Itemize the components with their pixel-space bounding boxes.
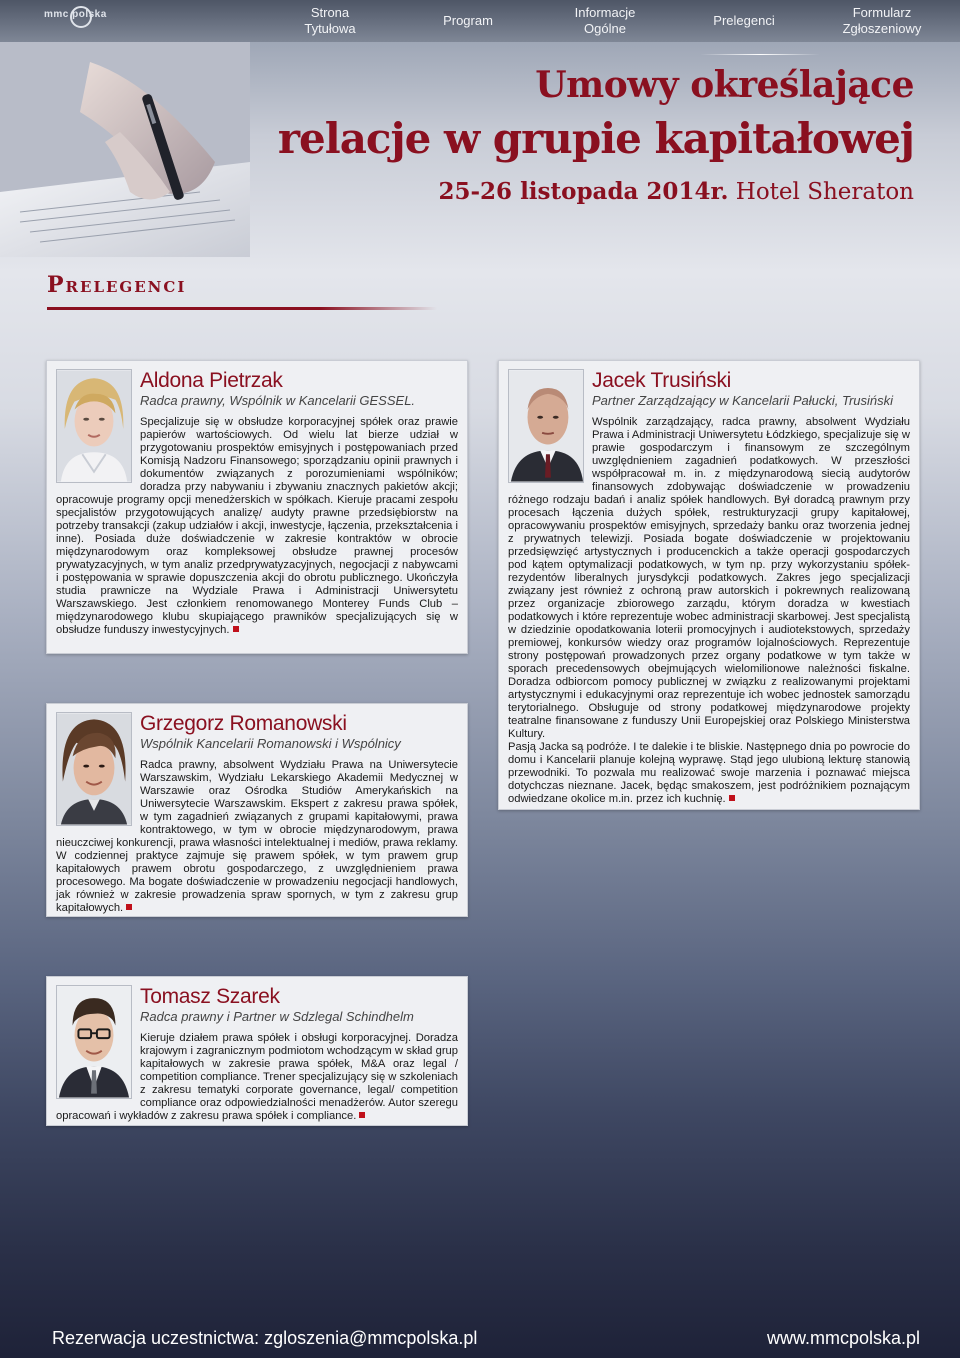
speaker-name: Jacek Trusiński [592,369,732,392]
speaker-photo [56,985,132,1099]
speaker-card-grzegorz-romanowski [46,703,468,917]
speaker-name: Grzegorz Romanowski [140,712,347,735]
speaker-role: Radca prawny, Wspólnik w Kancelarii GESSEL. [140,393,416,408]
section-underline [47,307,437,310]
logo-ring-icon [70,6,92,28]
speaker-role: Partner Zarządzający w Kancelarii Pałucki, Trusiński [592,393,894,408]
page-footer [0,1306,960,1358]
end-marker-icon [359,1112,365,1118]
logo-text: mmc polska [44,9,107,20]
nav-program[interactable]: Program [443,13,493,28]
speaker-bio-text: Kieruje działem prawa spółek i obsługi korporacyjnej. Doradza krajowym i zagranicznym podmiotom wchodzącym w skład grup kapitałowych w zakresie prawa spółek, M&A oraz legal / competition compliance. Trener specjalizujący się w szkoleniach z zakresu tematyki corporate governance, legal/ competition compliance oraz odpowiedzialności menadżerów. Autor szeregu opracowań i wykładów z zakresu prawa spółek i compliance. [56,1032,458,1122]
speaker-bio-text: Radca prawny, absolwent Wydziału Prawa na Uniwersytecie Warszawskim, Wydziału Lekarskiego Akademii Medycznej w Warszawie oraz Ośrodka Studiów Amerykańskich na Uniwersytecie Warszawskim. Ekspert z zakresu prawa spółek, w tym zagadnień związanych z grupami kapitałowymi, prawa kontraktowego, w tym w obrocie międzynarodowym, prawa nieuczciwej konkurencji, prawa własności intelektualnej i mediów, prawa reklamy. W codziennej praktyce zajmuje się prawem spółek, w tym prawem grup kapitałowych prawem obrotu gospodarczego, z uwzględnieniem prawa procesowego. Ma bogate doświadczenie w prowadzeniu negocjacji handlowych, jak również w zakresie prowadzenia spraw spornych, w tym z zakresu grup kapitałowych. [56,759,458,914]
nav-strona-tytulowa[interactable]: Strona Tytułowa [304,5,356,36]
speaker-name: Aldona Pietrzak [140,369,283,392]
nav-prelegenci[interactable]: Prelegenci [713,13,775,28]
event-date-venue [439,178,915,205]
speaker-bio: Wspólnik zarządzający, radca prawny, absolwent Wydziału Prawa i Administracji Uniwersytetu Łódzkiego, specjalizuje się w prawie gospodarczym i finansowym ze szczególnym uwzględnieniem zagadnień podatkowych. W przeszłości współpracował m. in. z międzynarodową siecią audytorów finansowych zdobywając doświadczenie w prowadzeniu różnego rodzaju badań i analiz spółek handlowych. Był doradcą prawnym przy procesach łączenia dużych spółek, restrukturyzacji grupy kapitałowej, opracowywaniu prospektów emisyjnych, sprzedaży banku oraz tworzenia jednej z prywatnych telewizji. Posiada bogate doświadczenie w projektowaniu przedsięwzięć artystycznych i producenckich a także operacji gospodarczych pod kątem optymalizacji podatkowych, w tym np. przy wykorzystaniu spółek-rezydentów liberalnych jurysdykcji podatkowych. Zakres jego specjalizacji związany jest również z ochroną praw autorskich i pokrewnych realizowaną przez organizacje zbiorowego zarządu, którym doradza w kwestiach podatkowych i które reprezentuje wobec administracji skarbowej. Jest specjalistą w dziedzinie opodatkowania loterii promocyjnych i audiotekstowych, sprzedaży premiowej, konkursów wiedzy oraz programów lojalnościowych. Reprezentuje strony postępowań prowadzonych przez organy podatkowe w tym także w sporach precedensowych obejmujących wielomilionowe należności fiskalne. Doradza odbiorcom pomocy publicznej w związku z realizowanymi projektami artystycznymi i edukacyjnymi oraz reprezentuje ich wobec jednostek samorządu terytorialnego. Obsługuje od strony podatkowej międzynarodowe projekty teatralne finansowane z funduszy Unii Europejskiej oraz Polskiego Ministerstwa Kultury. [508,416,910,740]
speaker-bio-hobby-text: Pasją Jacka są podróże. I te dalekie i te bliskie. Następnego dnia po powrocie do domu i Kancelarii planuje kolejną wyprawę. Stąd jego ulubioną lekturę stanowią przewodniki. To pozwala mu realizować swoje marzenia i poznawać miejsca dotychczas nieznane. Jacek, będąc smakoszem, jest podróżnikiem poznającym odwiedzane okolice m.in. przez ich kuchnię. [508,741,910,805]
top-navigation-bar [0,0,960,42]
event-title-line2: relacje w grupie kapitałowej [277,114,914,163]
section-title: Prelegenci [47,272,187,298]
speaker-card-tomasz-szarek [46,976,468,1126]
decorative-line [700,54,820,55]
speaker-photo [508,369,584,483]
nav-formularz-zgloszeniowy[interactable]: Formularz Zgłoszeniowy [842,5,922,36]
event-date: 25-26 listopada 2014r. [438,178,729,205]
website-link[interactable]: www.mmcpolska.pl [766,1328,920,1348]
speaker-bio-text: Specjalizuje się w obsłudze korporacyjnej spółek oraz prawie papierów wartościowych. Od wielu lat bierze udział w przygotowaniu prospektów emisyjnych i postępowaniach przed Komisją Nadzoru Finansowego; sporządzaniu opinii prawnych i dokumentów związanych z porozumieniami wspólników; doradza przy nabywaniu i zbywaniu znacznych pakietów akcji; opracowuje programy opcji menedżerskich w spółkach. Kieruje pracami zespołu specjalistów przygotowujących analizę/ audyty prawne przedsiębiorstw na potrzeby transakcji (zakup udziałów i akcji, inwestycje, łączenia, przekształcenia i inne). Posiada duże doświadczenie w zakresie kontraktów w obrocie międzynarodowym oraz kompleksowej obsłudze prawnej procesów prywatyzacyjnych, w tym analiz przedprywatyzacyjnych, negocjacji z nabywcami i postępowania w sprawie dopuszczenia akcji do obrotu publicznego. Ukończyła studia prawnicze na Wydziale Prawa i Administracji Uniwersytetu Warszawskiego. Jest członkiem renomowanego Monterey Funds Club – międzynarodowego klubu skupiającego prawników specjalizujących się w obsłudze funduszy inwestycyjnych. [56,416,458,636]
company-logo[interactable] [44,6,130,32]
speaker-role: Wspólnik Kancelarii Romanowski i Wspólnicy [140,736,401,751]
speaker-bio-hobby [508,741,910,806]
nav-informacje-ogolne[interactable]: Informacje Ogólne [574,5,636,36]
reservation-email-link[interactable]: Rezerwacja uczestnictwa: zgloszenia@mmcpolska.pl [52,1328,478,1348]
speaker-name: Tomasz Szarek [140,985,280,1008]
speaker-role: Radca prawny i Partner w Sdzlegal Schindhelm [140,1009,414,1024]
event-title-line1: Umowy określające [535,64,914,106]
speaker-card-jacek-trusinski [498,360,920,810]
end-marker-icon [126,904,132,910]
end-marker-icon [233,626,239,632]
event-venue: Hotel Sheraton [728,179,914,205]
speaker-photo [56,369,132,483]
end-marker-icon [729,795,735,801]
speaker-photo [56,712,132,826]
hero-signing-hand-image [0,42,250,257]
speaker-card-aldona-pietrzak [46,360,468,654]
